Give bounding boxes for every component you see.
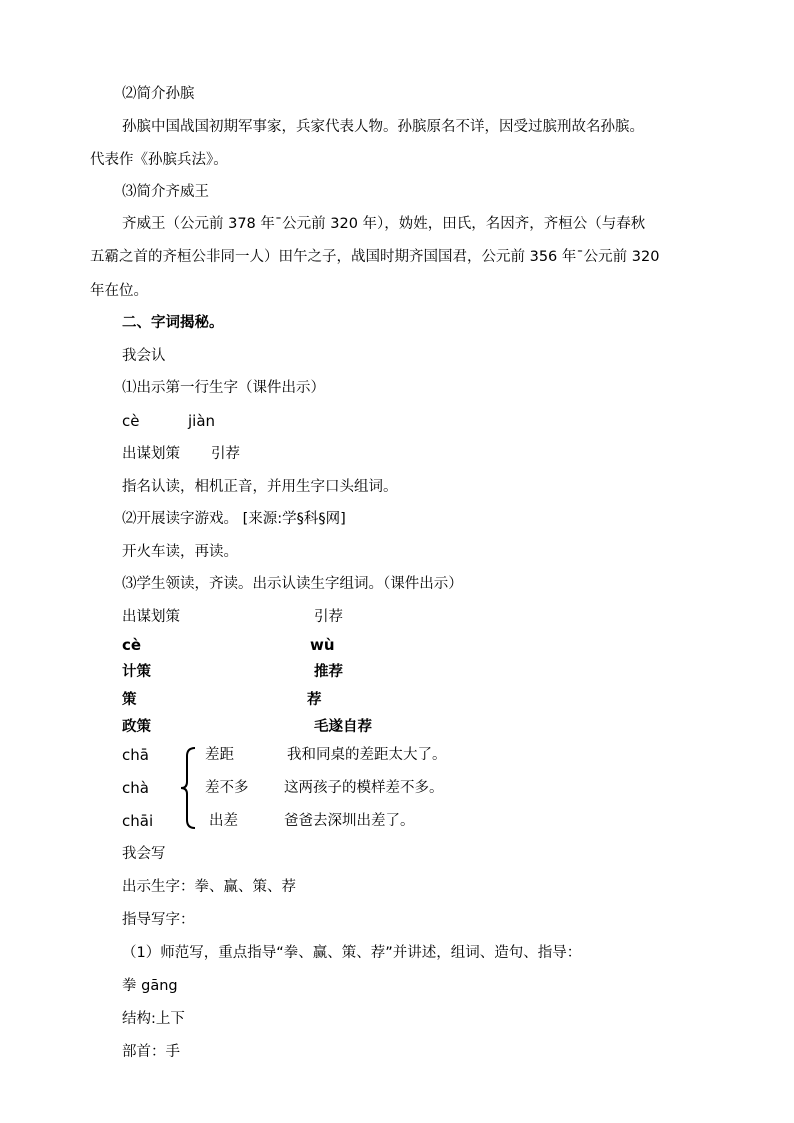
example-sentence: 我和同桌的差距太大了。 (287, 747, 447, 763)
vocab-word: 引荐 (211, 446, 240, 462)
text-line: ⑴出示第一行生字（课件出示） (122, 380, 325, 396)
vocab-word: 政策 (122, 719, 151, 735)
example-sentence: 爸爸去深圳出差了。 (284, 813, 415, 829)
text-line: （1）师范写，重点指导“拳、赢、策、荐”并讲述，组词、造句、指导： (122, 945, 582, 961)
subheading-sun-bin: ⑵简介孙膑 (122, 86, 195, 102)
vocab-word: 差距 (205, 747, 234, 763)
vocab-word: 差不多 (205, 780, 249, 796)
text-line: 指导写字： (122, 912, 195, 928)
vocab-word: 出谋划策 (122, 609, 180, 625)
pinyin: cè (122, 636, 142, 654)
text-line: 部首：手 (122, 1044, 180, 1060)
subheading-write: 我会写 (122, 846, 166, 862)
paragraph-line: 代表作《孙膑兵法》。 (90, 152, 228, 168)
subheading-recognize: 我会认 (122, 348, 166, 364)
text-line: 指名认读，相机正音，并用生字口头组词。 (122, 479, 398, 495)
vocab-word: 毛遂自荐 (314, 719, 372, 735)
text-line: 出示生字：拳、赢、策、荐 (122, 879, 296, 895)
pinyin: wù (310, 636, 335, 654)
text-line: ⑶学生领读，齐读。出示认读生字组词。（课件出示） (122, 576, 463, 592)
text-line: ⑵开展读字游戏。 [来源:学§科§网] (122, 511, 346, 527)
example-sentence: 这两孩子的模样差不多。 (284, 780, 444, 796)
text-line: 结构:上下 (122, 1011, 185, 1027)
vocab-word: 荐 (307, 692, 322, 708)
paragraph-line: 齐威王（公元前 378 年ˉ公元前 320 年），妫姓，田氏，名因齐，齐桓公（与春秋 (122, 216, 646, 232)
vocab-word: 策 (122, 692, 137, 708)
vocab-word: 计策 (122, 664, 151, 680)
pinyin: chā (122, 746, 149, 764)
vocab-word: 推荐 (314, 664, 343, 680)
vocab-word: 引荐 (314, 609, 343, 625)
vocab-word: 出谋划策 (122, 446, 180, 462)
pinyin: jiàn (188, 412, 216, 430)
paragraph-line: 年在位。 (90, 283, 148, 299)
pinyin: cè (122, 412, 140, 430)
pinyin: chāi (122, 812, 154, 830)
vocab-word: 出差 (209, 813, 238, 829)
pinyin: chà (122, 779, 149, 797)
subheading-qi-wei-wang: ⑶简介齐威王 (122, 184, 209, 200)
text-line: 拳 gāng (122, 978, 178, 994)
brace-icon (178, 746, 200, 830)
section-heading: 二、字词揭秘。 (122, 315, 224, 331)
text-line: 开火车读，再读。 (122, 544, 238, 560)
paragraph-line: 五霸之首的齐桓公非同一人）田午之子，战国时期齐国国君，公元前 356 年ˉ公元前 320 (90, 249, 660, 265)
paragraph-line: 孙膑中国战国初期军事家，兵家代表人物。孙膑原名不详，因受过膑刑故名孙膑。 (122, 119, 644, 135)
